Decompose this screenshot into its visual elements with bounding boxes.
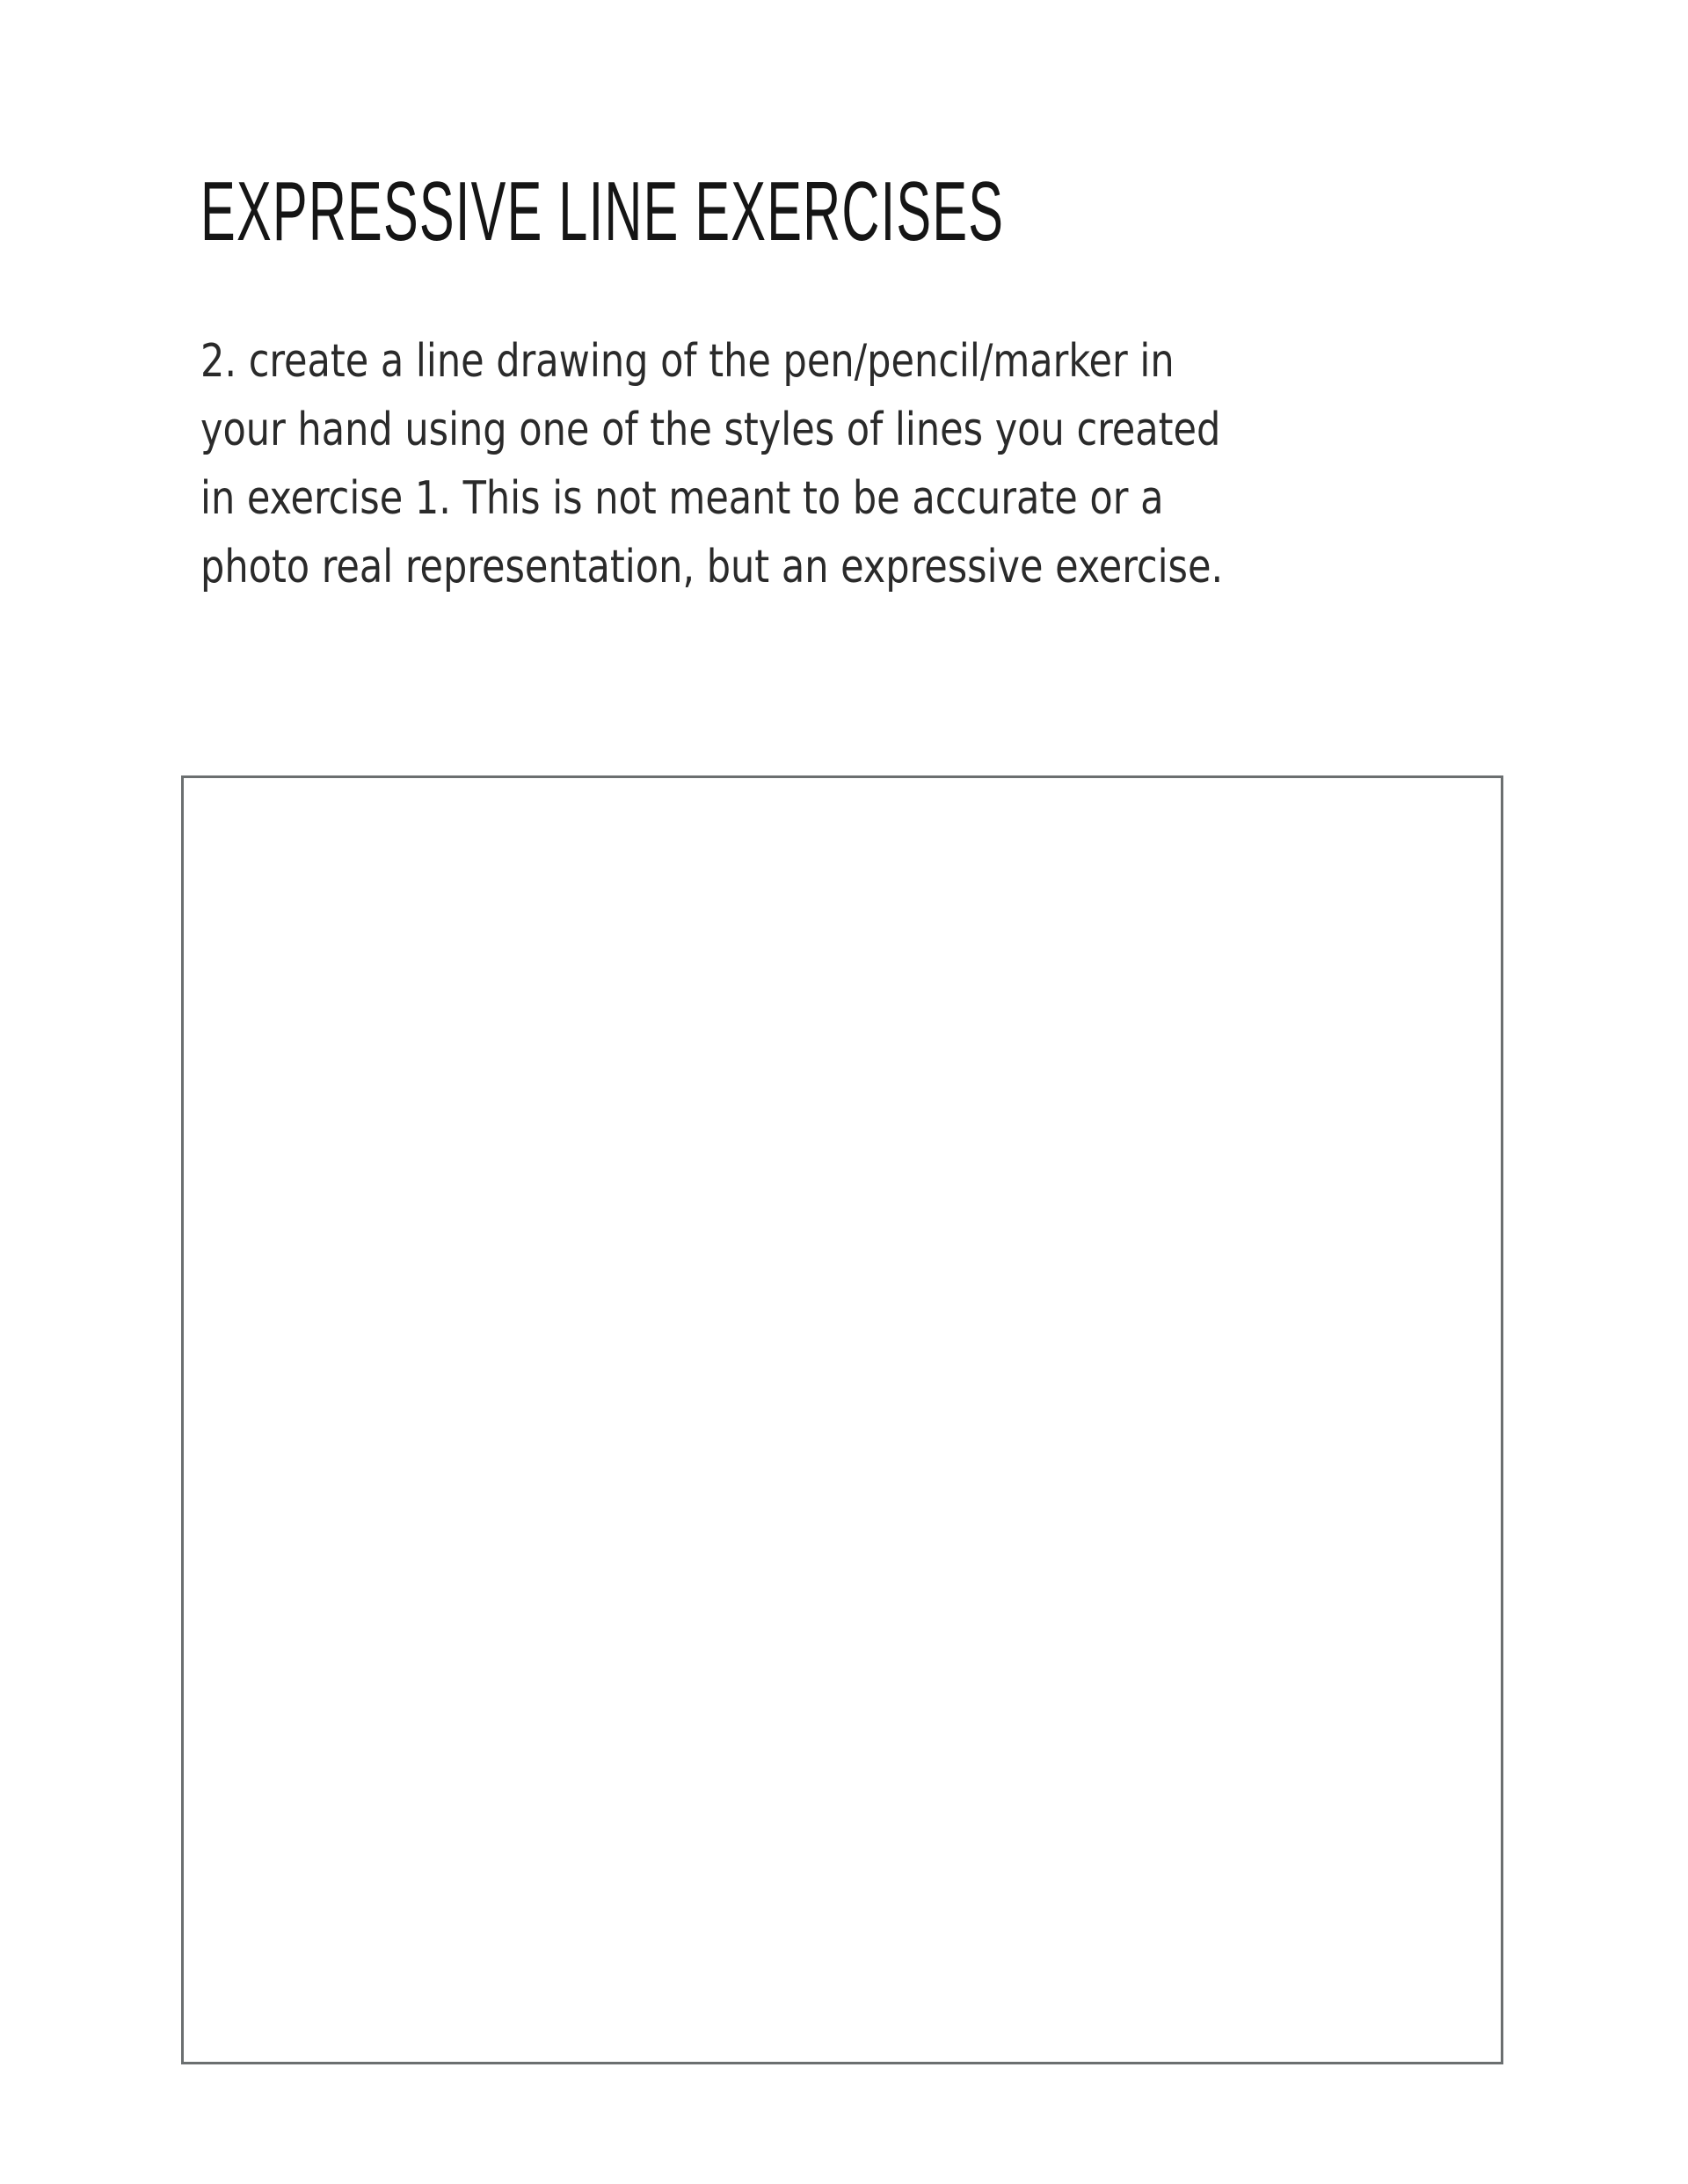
exercise-instructions	[200, 327, 1519, 601]
page-title: EXPRESSIVE LINE EXERCISES	[200, 164, 1005, 258]
instruction-line: 2. create a line drawing of the pen/pencil/marker in	[200, 335, 1175, 388]
instruction-line: photo real representation, but an expressive exercise.	[200, 541, 1224, 593]
drawing-area[interactable]	[181, 775, 1503, 2064]
instruction-line: your hand using one of the styles of lines you created	[200, 404, 1221, 456]
instruction-line: in exercise 1. This is not meant to be accurate or a	[200, 472, 1164, 525]
